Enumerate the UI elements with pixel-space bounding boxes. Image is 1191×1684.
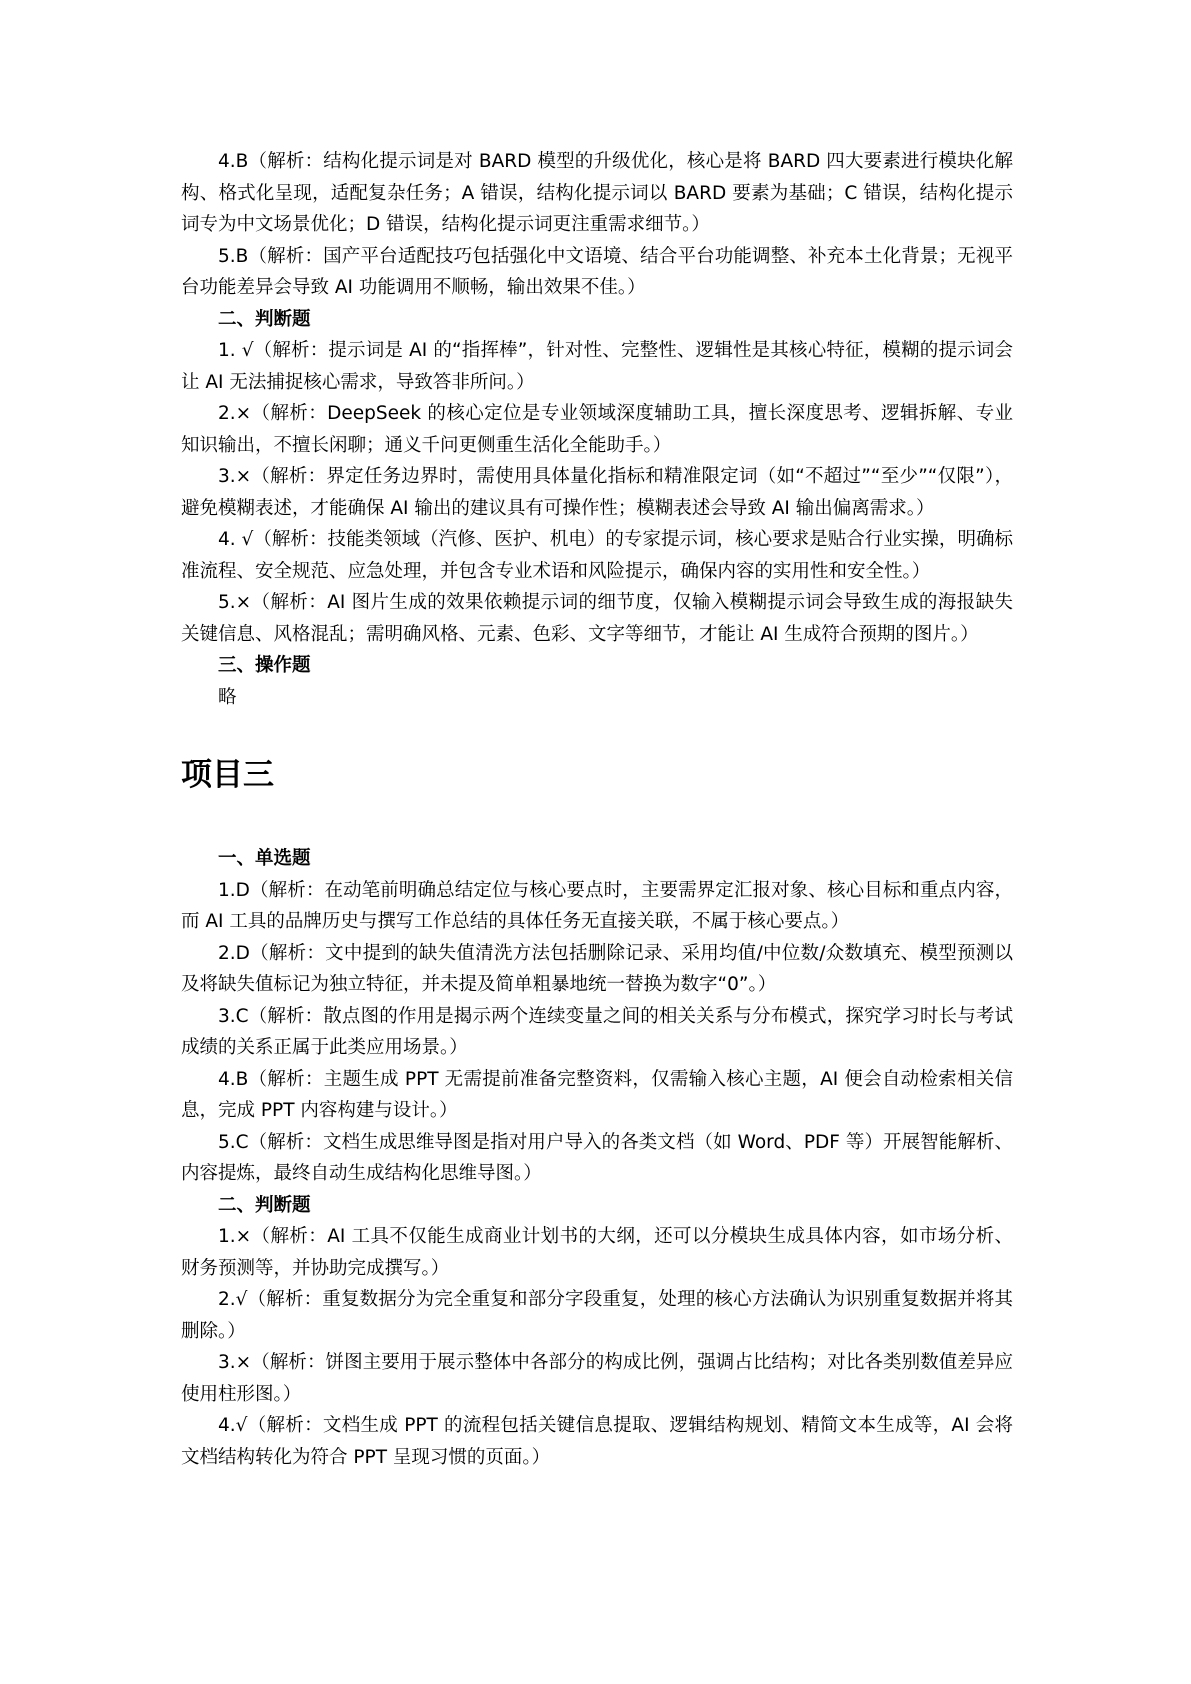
answer-item: 1.D（解析：在动笔前明确总结定位与核心要点时，主要需界定汇报对象、核心目标和重点内容，而 AI 工具的品牌历史与撰写工作总结的具体任务无直接关联，不属于核心要点。） [181,879,1013,932]
answer-item: 2.√（解析：重复数据分为完全重复和部分字段重复，处理的核心方法确认为识别重复数据并将其删除。） [181,1289,1013,1342]
answer-item: 5.C（解析：文档生成思维导图是指对用户导入的各类文档（如 Word、PDF 等）开展智能解析、内容提炼，最终自动生成结构化思维导图。） [181,1131,1013,1184]
answer-item: 1. √（解析：提示词是 AI 的“指挥棒”，针对性、完整性、逻辑性是其核心特征，模糊的提示词会让 AI 无法捕捉核心需求，导致答非所问。） [181,340,1013,393]
answer-item: 1.×（解析：AI 工具不仅能生成商业计划书的大纲，还可以分模块生成具体内容，如市场分析、财务预测等，并协助完成撰写。） [181,1226,1013,1279]
answer-item: 2.D（解析：文中提到的缺失值清洗方法包括删除记录、采用均值/中位数/众数填充、模型预测以及将缺失值标记为独立特征，并未提及简单粗暴地统一替换为数字“0”。） [181,942,1013,995]
section-heading: 一、单选题 [218,848,311,869]
answer-item: 3.×（解析：界定任务边界时，需使用具体量化指标和精准限定词（如“不超过”“至少”“仅限”），避免模糊表述，才能确保 AI 输出的建议具有可操作性；模糊表述会导致 AI 输出偏离需求。） [181,466,1013,519]
operation-note: 略 [218,686,237,708]
section-heading: 二、判断题 [218,308,311,330]
section-heading: 二、判断题 [218,1194,311,1216]
answer-item: 2.×（解析：DeepSeek 的核心定位是专业领域深度辅助工具，擅长深度思考、逻辑拆解、专业知识输出，不擅长闲聊；通义千问更侧重生活化全能助手。） [181,403,1013,456]
answer-item: 4.B（解析：结构化提示词是对 BARD 模型的升级优化，核心是将 BARD 四大要素进行模块化解构、格式化呈现，适配复杂任务；A 错误，结构化提示词以 BARD 要素为基础；C 错误，结构化提示词专为中文场景优化；D 错误，结构化提示词更注重需求细节。） [181,151,1013,235]
answer-item: 3.C（解析：散点图的作用是揭示两个连续变量之间的相关关系与分布模式，探究学习时长与考试成绩的关系正属于此类应用场景。） [181,1005,1013,1058]
answer-item: 5.B（解析：国产平台适配技巧包括强化中文语境、结合平台功能调整、补充本土化背景；无视平台功能差异会导致 AI 功能调用不顺畅，输出效果不佳。） [181,245,1013,298]
answer-item: 4.√（解析：文档生成 PPT 的流程包括关键信息提取、逻辑结构规划、精简文本生成等，AI 会将文档结构转化为符合 PPT 呈现习惯的页面。） [181,1415,1013,1468]
document-page [181,146,1013,1473]
answer-item: 4. √（解析：技能类领域（汽修、医护、机电）的专家提示词，核心要求是贴合行业实操，明确标准流程、安全规范、应急处理，并包含专业术语和风险提示，确保内容的实用性和安全性。） [181,529,1013,582]
project-title: 项目三 [181,757,274,793]
answer-item: 3.×（解析：饼图主要用于展示整体中各部分的构成比例，强调占比结构；对比各类别数值差异应使用柱形图。） [181,1352,1013,1405]
section-heading: 三、操作题 [218,655,311,676]
answer-item: 4.B（解析：主题生成 PPT 无需提前准备完整资料，仅需输入核心主题，AI 便会自动检索相关信息，完成 PPT 内容构建与设计。） [181,1068,1013,1121]
answer-item: 5.×（解析：AI 图片生成的效果依赖提示词的细节度，仅输入模糊提示词会导致生成的海报缺失关键信息、风格混乱；需明确风格、元素、色彩、文字等细节，才能让 AI 生成符合预期的图片。） [181,592,1013,645]
